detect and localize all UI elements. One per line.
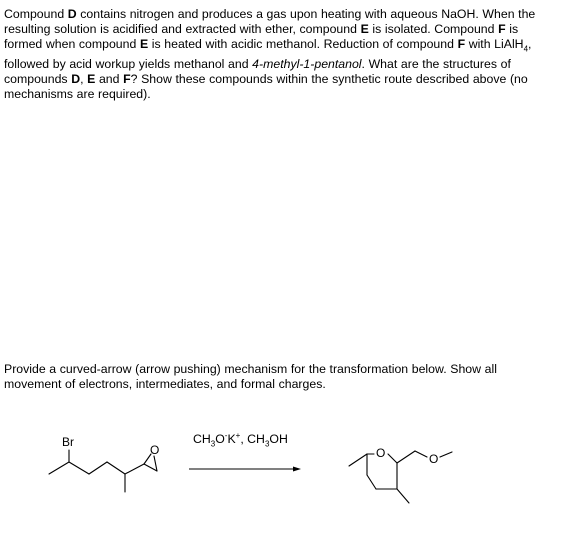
subscript: 4: [523, 44, 529, 54]
reactant-bond: [125, 464, 144, 474]
reactant-bond: [107, 462, 125, 474]
reactant-bond: [89, 462, 107, 474]
compound-f-label: F: [123, 72, 131, 87]
q1-text-segment: Compound: [4, 7, 68, 21]
q2-text: Provide a curved-arrow (arrow pushing) mechanism for the transformation below. Show all movement of electrons, intermediates, and formal charges.: [4, 362, 497, 392]
reactant-bond: [49, 462, 69, 474]
epoxide-oxygen-label: O: [150, 443, 160, 457]
product-bond: [397, 489, 409, 503]
q1-text-segment: ? Show these compounds within the synthetic route described above (no mechanisms are required).: [4, 72, 528, 102]
ring-bond: [367, 475, 376, 489]
question-1-text: [4, 7, 556, 103]
q1-text-segment: is formed when compound: [4, 22, 519, 52]
compound-f-label: F: [457, 37, 466, 52]
reagent-label: $CH_3O^-K^+$, $CH_3OH$: [193, 431, 288, 449]
q1-text-segment: with LiAlH: [465, 37, 524, 52]
compound-e-label: E: [87, 72, 96, 87]
q1-text-segment: is heated with acidic methanol. Reduction of compound: [148, 37, 458, 52]
ring-oxygen-label: O: [376, 446, 386, 460]
q1-text-segment: and: [95, 72, 124, 87]
ring-bond: [388, 454, 397, 463]
question-2-text: [4, 362, 556, 392]
compound-e-label: E: [139, 37, 149, 52]
compound-name-italic: 4-methyl-1-pentanol: [252, 57, 362, 72]
reaction-scheme: [0, 420, 564, 540]
compound-d-label: D: [71, 72, 81, 87]
q1-text-segment: , followed by acid workup yields methanol and: [4, 37, 532, 72]
q1-text-segment: . What are the structures of compounds: [4, 57, 511, 87]
bromine-label: Br: [62, 435, 74, 449]
product-bond: [397, 451, 415, 463]
reactant-bond: [69, 462, 89, 474]
q1-text-segment: contains nitrogen and produces a gas upon heating with aqueous NaOH. When the resulting solution is acidified and extracted with ether, compound: [4, 7, 536, 37]
reaction-arrow: [189, 467, 301, 472]
epoxide-bond: [154, 456, 157, 471]
epoxide-bond: [144, 464, 157, 471]
compound-f-label: F: [498, 22, 506, 37]
ether-oxygen-label: O: [429, 452, 439, 466]
compound-d-label: D: [67, 7, 77, 21]
product-bond: [349, 454, 367, 466]
product-bond: [415, 451, 427, 457]
product-bond: [440, 452, 452, 457]
compound-e-label: E: [360, 22, 369, 37]
q1-text-segment: is isolated. Compound: [368, 22, 499, 37]
reactant-structure: [49, 450, 157, 492]
q1-text-segment: ,: [80, 72, 88, 87]
